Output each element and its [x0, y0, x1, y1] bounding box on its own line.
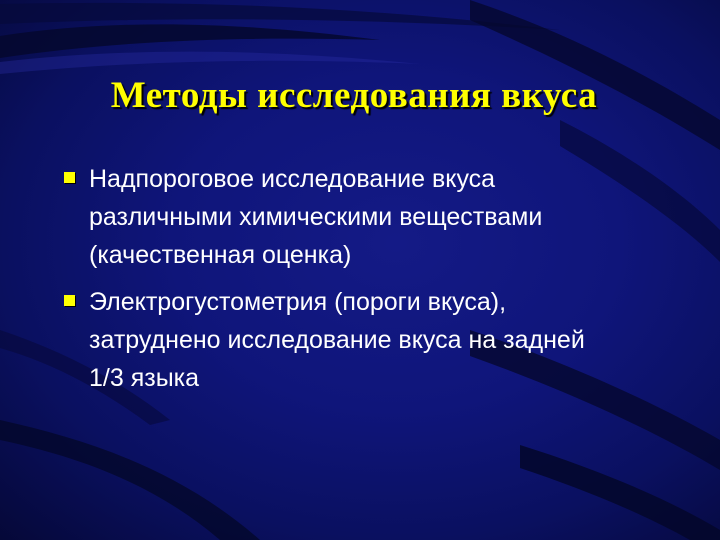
bullet-item-electrogustometry: [0, 283, 649, 397]
bullet-line: различными химическими веществами: [89, 203, 543, 231]
highlight-streak: [0, 52, 420, 74]
slide-title: Методы исследования вкуса: [110, 75, 598, 116]
bullet-line: 1/3 языка: [89, 364, 200, 392]
bullet-item-taste-threshold: [0, 160, 649, 274]
bullet-line: (качественная оценка): [89, 241, 352, 269]
swoosh-bottom-right: [520, 445, 720, 540]
bullet-line: Электрогустометрия (пороги вкуса),: [89, 288, 507, 316]
bullet-line: Надпороговое исследование вкуса: [89, 165, 496, 193]
bullet-list: [0, 160, 720, 406]
swoosh-bottom-left: [0, 420, 260, 540]
yellow-square-bullet-icon: [64, 295, 75, 306]
bullet-line: затруднено исследование вкуса на задней: [89, 326, 585, 354]
yellow-square-bullet-icon: [64, 172, 75, 183]
